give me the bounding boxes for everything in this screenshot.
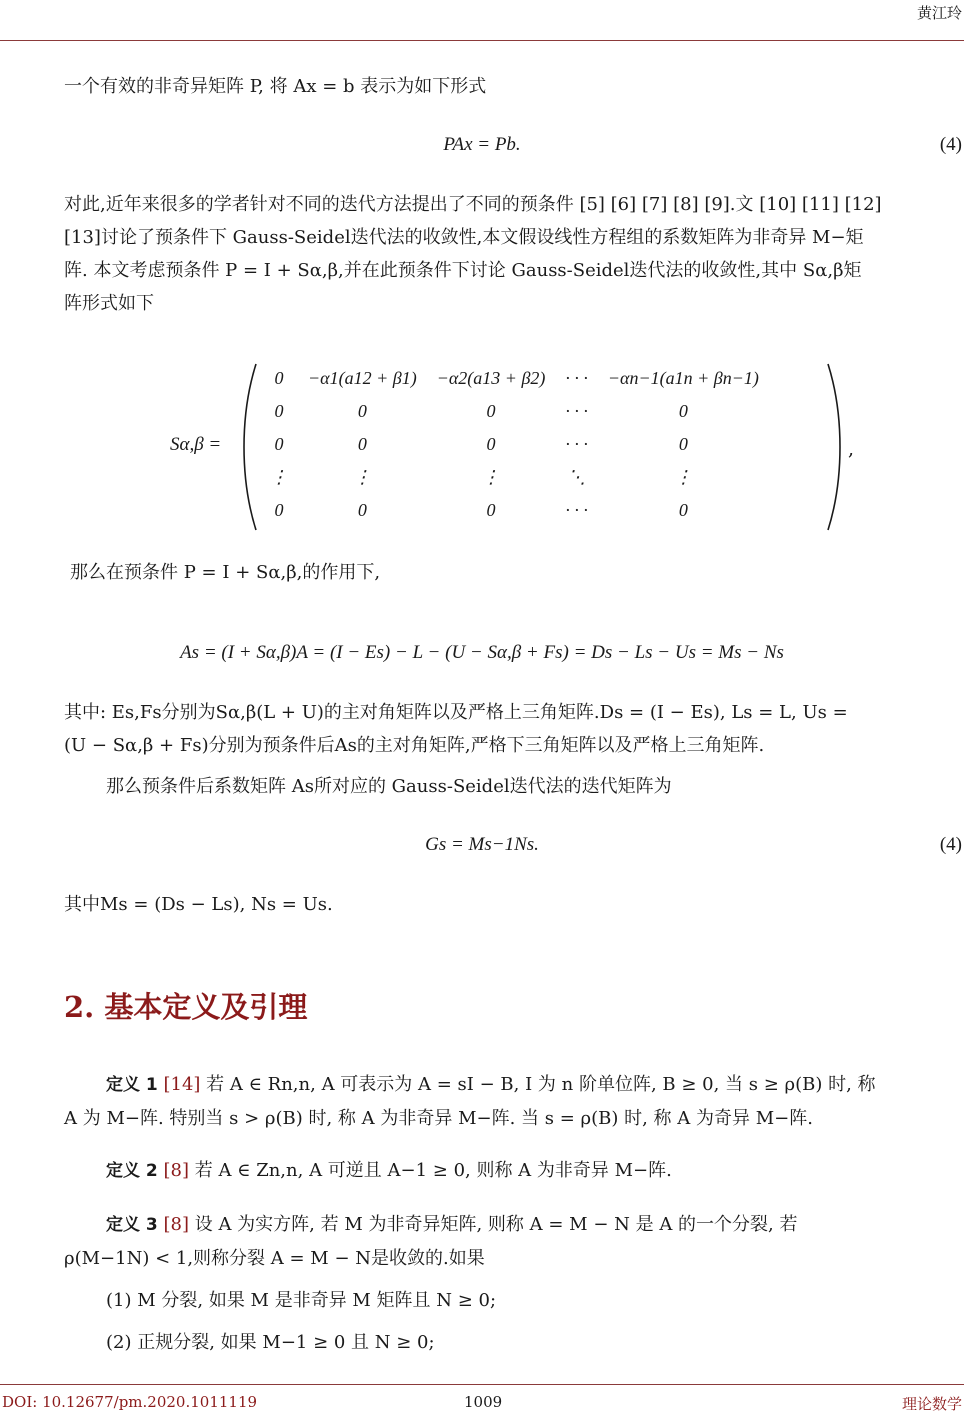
section-heading: 2. 基本定义及引理 [64,990,308,1024]
paragraph-line: 其中: Es,Fs分别为Sα,β(L + U)的主对角矩阵以及严格上三角矩阵.Ds = (I − Es), Ls = L, Us = [64,702,848,723]
paragraph-line: (U − Sα,β + Fs)分别为预条件后As的主对角矩阵,严格下三角矩阵以及严格上三角矩阵. [64,735,765,756]
matrix-cell: ⋮ [482,467,501,487]
paragraph-iteration-matrix: 那么预条件后系数矩阵 As所对应的 Gauss-Seidel迭代法的迭代矩阵为 [106,776,672,797]
equation-pax-pb: PAx = Pb. [443,134,521,155]
matrix-row [260,395,769,428]
definition-1 [64,1068,962,1135]
definition-3 [64,1208,962,1275]
header-author: 黄江玲 [916,4,962,22]
paragraph-line: 阵形式如下 [64,293,154,314]
definition-2-text: 若 A ∈ Zn,n, A 可逆且 A−1 ≥ 0, 则称 A 为非奇异 M−阵. [194,1160,672,1181]
footer-page-number: 1009 [464,1393,503,1411]
matrix-cell: ⋱ [567,467,586,487]
definition-1-line-1 [64,1068,962,1102]
matrix-cell: ⋮ [270,467,288,487]
matrix-row [260,461,769,494]
equation-as-decomposition: As = (I + Sα,β)A = (I − Es) − L − (U − Sα,β + Fs) = Ds − Ls − Us = Ms − Ns [180,642,784,663]
matrix-cell: −α2(a13 + β2) [436,368,546,388]
equation-number-2: (4) [939,834,962,855]
right-paren-icon [826,362,842,532]
matrix-cell: 0 [274,401,284,421]
matrix-cell: 0 [357,401,367,421]
list-item-regular-splitting: (2) 正规分裂, 如果 M−1 ≥ 0 且 N ≥ 0; [106,1332,435,1353]
left-paren-icon [242,362,258,532]
matrix-cell: 0 [274,368,284,388]
definition-2-line [64,1154,962,1188]
footer-rule [0,1384,964,1385]
paragraph-line: [13]讨论了预条件下 Gauss-Seidel迭代法的收敛性,本文假设线性方程组的系数矩阵为非奇异 M−矩 [64,227,864,248]
matrix-cell: 0 [274,500,284,520]
matrix-cell: ⋮ [674,467,693,487]
matrix-s-alpha-beta [170,362,870,532]
paragraph-line: 阵. 本文考虑预条件 P = I + Sα,β,并在此预条件下讨论 Gauss-Seidel迭代法的收敛性,其中 Sα,β矩 [64,260,862,281]
equation-number-1: (4) [939,134,962,155]
definition-2 [64,1154,962,1188]
matrix-comma: , [848,438,855,460]
footer-journal-name: 理论数学 [901,1395,962,1413]
citation-link[interactable]: [8] [163,1214,189,1235]
matrix-cell: 0 [486,401,496,421]
matrix-cell: −α1(a12 + β1) [308,368,417,388]
definition-3-text: 设 A 为实方阵, 若 M 为非奇异矩阵, 则称 A = M − N 是 A 的一个分裂, 若 [194,1214,798,1235]
matrix-row [260,494,769,527]
matrix-cell: · · · [565,434,588,454]
paragraph-ms-ns: 其中Ms = (Ds − Ls), Ns = Us. [64,894,333,915]
definition-3-line-1 [64,1208,962,1242]
matrix-cell: · · · [565,368,588,388]
paragraph-under-preconditioner: 那么在预条件 P = I + Sα,β,的作用下, [70,562,381,583]
matrix-cell: 0 [678,434,688,454]
footer-doi-link[interactable]: DOI: 10.12677/pm.2020.1011119 [2,1393,258,1411]
list-item-m-splitting: (1) M 分裂, 如果 M 是非奇异 M 矩阵且 N ≥ 0; [106,1290,497,1311]
paragraph-where [64,696,962,762]
paragraph-preconditioners [64,188,962,320]
matrix-cell: · · · [565,500,588,520]
matrix-cell: 0 [678,401,688,421]
header-rule [0,40,964,41]
matrix-row [260,362,769,395]
definition-1-line-2: A 为 M−阵. 特别当 s > ρ(B) 时, 称 A 为非奇异 M−阵. 当 s = ρ(B) 时, 称 A 为奇异 M−阵. [64,1108,813,1129]
matrix-entries [260,362,769,527]
paragraph-intro: 一个有效的非奇异矩阵 P, 将 Ax = b 表示为如下形式 [64,76,487,97]
matrix-cell: 0 [486,500,496,520]
definition-3-line-2: ρ(M−1N) < 1,则称分裂 A = M − N是收敛的.如果 [64,1248,485,1269]
equation-gs: Gs = Ms−1Ns. [425,834,539,855]
citation-link[interactable]: [14] [163,1074,201,1095]
definition-1-text: 若 A ∈ Rn,n, A 可表示为 A = sI − B, I 为 n 阶单位阵, B ≥ 0, 当 s ≥ ρ(B) 时, 称 [206,1074,876,1095]
matrix-cell: · · · [565,401,588,421]
definition-2-label: 定义 2 [106,1161,158,1181]
matrix-lhs: Sα,β = [170,434,222,455]
citation-link[interactable]: [8] [163,1160,189,1181]
matrix-cell: ⋮ [353,467,372,487]
matrix-cell: 0 [357,434,367,454]
definition-3-label: 定义 3 [106,1215,158,1235]
paragraph-line: 对此,近年来很多的学者针对不同的迭代方法提出了不同的预条件 [5] [6] [7] [8] [9].文 [10] [11] [12] [64,194,882,215]
matrix-cell: 0 [678,500,688,520]
matrix-cell: 0 [357,500,367,520]
matrix-cell: 0 [486,434,496,454]
matrix-row [260,428,769,461]
matrix-cell: −αn−1(a1n + βn−1) [607,368,759,388]
definition-1-label: 定义 1 [106,1075,158,1095]
matrix-cell: 0 [274,434,284,454]
